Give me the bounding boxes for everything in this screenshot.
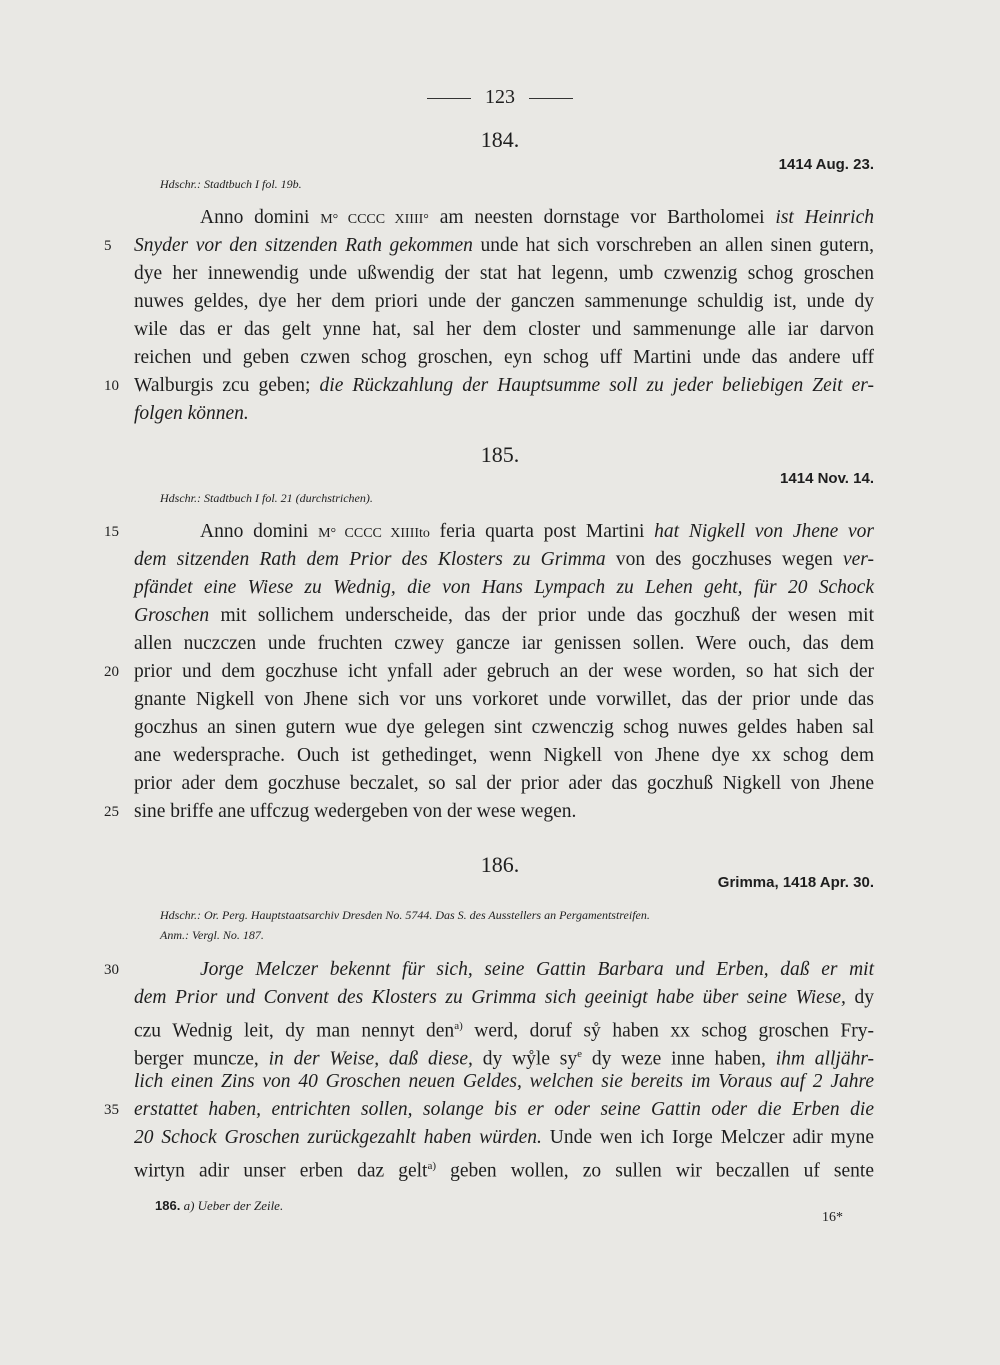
header-rule-left [427,98,471,99]
line-number: 15 [104,524,119,540]
doc-186-line-5: lich einen Zins von 40 Groschen neuen Geldes, welchen sie bereits im Voraus auf 2 Jahre [134,1071,874,1092]
doc-185-line-4: Groschen mit sollichem underscheide, das der prior unde das goczhuß der wesen mit [134,605,874,626]
doc-186-line-2: dem Prior und Convent des Klosters zu Grimma sich geeinigt habe über seine Wiese, dy [134,987,874,1008]
doc-184-line-5: wile das er das gelt ynne hat, sal her dem closter und sammenunge alle iar darvon [134,319,874,340]
footnote-text: a) Ueber der Zeile. [183,1198,284,1213]
doc-186-number: 186. [480,852,520,877]
doc-186-line-8: wirtyn adir unser erben daz gelt$^{a)}$ geben wollen, zo sullen wir beczallen uf sente [134,1160,875,1182]
doc-184-source: Hdschr.: Stadtbuch I fol. 19b. [160,177,302,191]
doc-185-line-2: dem sitzenden Rath dem Prior des Klosters zu Grimma von des goczhuses wegen ver- [134,549,874,570]
line-number: 35 [104,1102,119,1118]
doc-185-line-10: prior ader dem goczhuse beczalet, so sal der prior ader das goczhuß Nigkell von Jhene [134,773,874,794]
line-number: 5 [104,238,112,254]
doc-185-line-1: Anno domini M° CCCC XIIIIto feria quarta post Martini hat Nigkell von Jhene vor [200,521,875,542]
doc-185-date: 1414 Nov. 14. [780,470,874,487]
doc-184-line-7: Walburgis zcu geben; die Rückzahlung der Hauptsumme soll zu jeder beliebigen Zeit er- [134,375,874,396]
doc-185-line-6: prior und dem goczhuse icht ynfall ader gebruch an der wese worden, so hat sich der [134,661,874,682]
line-number: 25 [104,804,119,820]
doc-184-line-2: Snyder vor den sitzenden Rath gekommen unde hat sich vorschreben an allen sinen gutern, [134,235,874,256]
doc-186-line-7: 20 Schock Groschen zurückgezahlt haben würden. Unde wen ich Iorge Melczer adir myne [134,1127,874,1148]
doc-184-line-8: folgen können. [134,403,249,424]
doc-184-line-3: dye her innewendig unde ußwendig der stat hat legenn, umb czwenzig schog groschen [134,263,874,284]
doc-185-line-9: ane wedersprache. Ouch ist gethedinget, wenn Nigkell von Jhene dye xx schog dem [134,745,874,766]
footnote-ref: 186. [155,1198,181,1213]
doc-185-line-7: gnante Nigkell von Jhene sich vor uns vorkoret unde vorwillet, das der prior unde das [134,689,874,710]
footnote [155,1198,283,1214]
doc-186-line-6: erstattet haben, entrichten sollen, solange bis er oder seine Gattin oder die Erben die [134,1099,874,1120]
doc-185-number: 185. [480,442,520,467]
doc-185-line-5: allen nuczczen unde fruchten czwey gancze iar genissen sollen. Were ouch, das dem [134,633,874,654]
doc-185-line-11: sine briffe ane uffczug wedergeben von der wese wegen. [134,801,577,822]
doc-184-line-1: Anno domini M° CCCC XIIII° am neesten dornstage vor Bartholomei ist Heinrich [200,207,874,228]
doc-186-line-1: Jorge Melczer bekennt für sich, seine Gattin Barbara und Erben, daß er mit [200,959,874,980]
doc-186-line-3: czu Wednig leit, dy man nennyt den$^{a)}$ werd, doruf sẙ haben xx schog groschen Fry- [134,1020,874,1042]
doc-185-line-3: pfändet eine Wiese zu Wednig, die von Hans Lympach zu Lehen geht, für 20 Schock [134,577,874,598]
doc-186-line-4: berger muncze, in der Weise, daß diese, dy wẙle $sy^e$ dy weze inne haben, ihm alljähr- [134,1048,875,1070]
doc-186-date: Grimma, 1418 Apr. 30. [717,874,874,891]
doc-184-line-4: nuwes geldes, dye her dem priori unde der ganczen sammenunge schuldig ist, unde dy [134,291,874,312]
page-header [0,86,1000,109]
doc-184-date: 1414 Aug. 23. [778,156,874,173]
header-rule-right [529,98,573,99]
doc-186-note: Anm.: Vergl. No. 187. [160,928,264,942]
doc-185-line-8: goczhus an sinen gutern wue dye gelegen sint czwenczig schog nuwes geldes haben sal [134,717,874,738]
doc-184-number: 184. [480,127,520,152]
signature-mark: 16* [822,1210,843,1225]
doc-184-line-6: reichen und geben czwen schog groschen, eyn schog uff Martini unde das andere uff [134,347,874,368]
line-number: 20 [104,664,119,680]
line-number: 10 [104,378,119,394]
line-number: 30 [104,962,119,978]
doc-185-source: Hdschr.: Stadtbuch I fol. 21 (durchstrichen). [160,491,373,505]
doc-186-source: Hdschr.: Or. Perg. Hauptstaatsarchiv Dresden No. 5744. Das S. des Ausstellers an Pergamentstreifen. [160,908,650,922]
page-number: 123 [485,86,515,108]
